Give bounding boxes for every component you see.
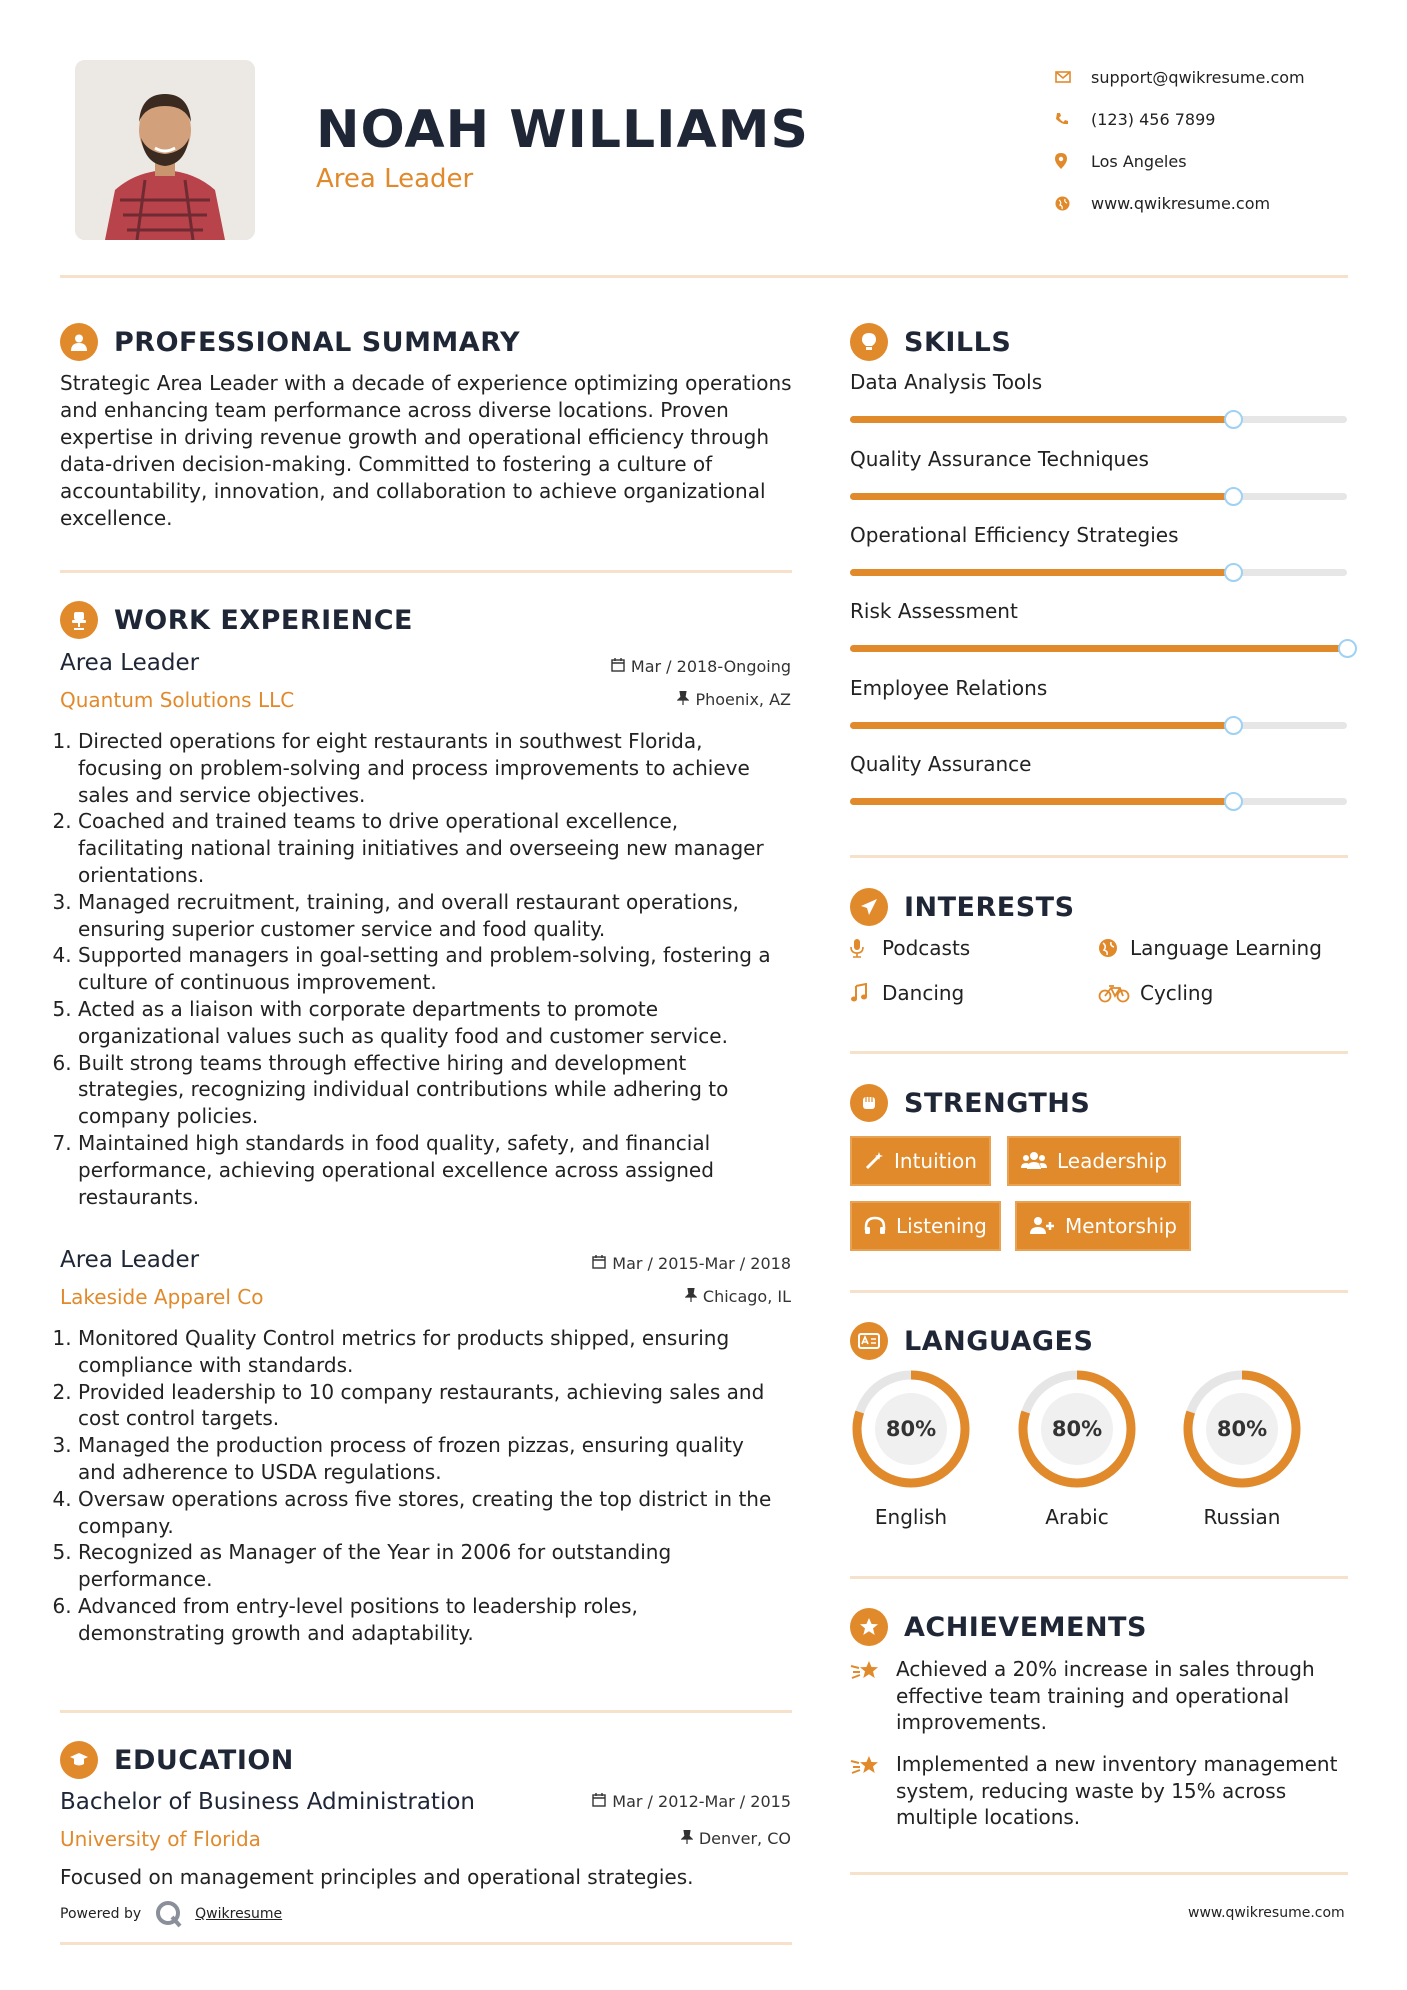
skill-bar-fill	[850, 722, 1233, 729]
calendar-icon	[611, 657, 625, 676]
headphones-icon	[864, 1216, 886, 1236]
paper-plane-icon	[850, 888, 888, 926]
skill-label: Risk Assessment	[850, 599, 1018, 623]
language-item	[849, 1367, 973, 1529]
skill-bar-knob	[1224, 792, 1243, 811]
summary-text: Strategic Area Leader with a decade of experience optimizing operations and enhancing team performance across diverse locations. Proven expertise in driving revenue growth and operational efficiency through data-driven decision-making. Committed to fostering a culture of accountability, innovation, and collaboration to achieve organizational excellence.	[60, 371, 792, 530]
strength-tag	[1015, 1201, 1191, 1251]
globe-icon	[1055, 196, 1091, 211]
skills-heading	[850, 323, 1011, 361]
duty-item: 3. Managed the production process of frozen pizzas, ensuring quality and adherence to USDA regulations.	[78, 1432, 785, 1486]
skill-bar-knob	[1224, 410, 1243, 429]
contact-phone[interactable]	[1055, 98, 1375, 140]
calendar-icon	[592, 1254, 606, 1273]
interest-label: Dancing	[882, 981, 965, 1005]
skill-bar-fill	[850, 493, 1233, 500]
profile-photo	[75, 60, 255, 240]
interest-label: Podcasts	[882, 936, 971, 960]
contact-email-text: support@qwikresume.com	[1091, 67, 1305, 87]
header-divider	[60, 275, 1348, 278]
interest-label: Language Learning	[1130, 936, 1322, 960]
skill-bar-fill	[850, 416, 1233, 423]
bicycle-icon	[1098, 983, 1140, 1003]
user-plus-icon	[1029, 1216, 1055, 1236]
languages-title: LANGUAGES	[904, 1325, 1094, 1357]
skill-bar	[850, 416, 1347, 423]
skill-item	[850, 370, 1350, 423]
candidate-title: Area Leader	[316, 164, 474, 194]
user-icon	[60, 323, 98, 361]
duty-item: 2. Coached and trained teams to drive operational excellence, facilitating national training initiatives and overseeing new manager orientations.	[78, 808, 785, 888]
contact-location	[1055, 140, 1375, 182]
footer-divider	[60, 1942, 792, 1945]
education-school: University of Florida	[60, 1827, 261, 1851]
achievements-divider	[850, 1872, 1348, 1875]
duty-item: 5. Recognized as Manager of the Year in 2006 for outstanding performance.	[78, 1539, 785, 1593]
achievement-text: Achieved a 20% increase in sales through effective team training and operational improvements.	[896, 1657, 1315, 1734]
language-percent: 80%	[885, 1417, 937, 1441]
education-description: Focused on management principles and operational strategies.	[60, 1865, 694, 1889]
skills-divider	[850, 855, 1348, 858]
strength-tag	[850, 1136, 991, 1186]
job-2-location	[685, 1287, 791, 1306]
skill-label: Data Analysis Tools	[850, 370, 1043, 394]
calendar-icon	[592, 1792, 606, 1811]
graduation-icon	[60, 1741, 98, 1779]
lightbulb-icon	[850, 323, 888, 361]
language-ring	[1015, 1367, 1139, 1491]
microphone-icon	[850, 938, 882, 958]
skill-bar-knob	[1224, 487, 1243, 506]
duty-item: 4. Oversaw operations across five stores, creating the top district in the company.	[78, 1486, 785, 1540]
pushpin-icon	[685, 1287, 697, 1306]
skill-bar-fill	[850, 569, 1233, 576]
job-2-dates	[592, 1254, 791, 1273]
language-name: Russian	[1203, 1505, 1281, 1529]
strength-label: Leadership	[1057, 1149, 1167, 1173]
footer-website[interactable]: www.qwikresume.com	[1188, 1905, 1345, 1921]
achievement-item	[850, 1656, 1350, 1736]
language-item	[1180, 1367, 1304, 1529]
job-1-title: Area Leader	[60, 650, 200, 676]
skill-bar-knob	[1224, 716, 1243, 735]
language-name: Arabic	[1045, 1505, 1109, 1529]
strengths-title: STRENGTHS	[904, 1087, 1091, 1119]
duty-item: 1. Monitored Quality Control metrics for products shipped, ensuring compliance with standards.	[78, 1325, 785, 1379]
strengths-divider	[850, 1290, 1348, 1293]
map-pin-icon	[1055, 153, 1091, 169]
interest-item	[850, 936, 970, 960]
powered-by	[60, 1900, 282, 1928]
job-1-location	[677, 690, 791, 709]
duty-item: 2. Provided leadership to 10 company restaurants, achieving sales and cost control targets.	[78, 1379, 785, 1433]
education-title: EDUCATION	[114, 1744, 294, 1776]
skill-item	[850, 752, 1350, 805]
duty-item: 4. Supported managers in goal-setting and problem-solving, fostering a culture of continuous improvement.	[78, 942, 785, 996]
skill-item	[850, 599, 1350, 652]
summary-divider	[60, 570, 792, 573]
strength-tag	[1007, 1136, 1181, 1186]
job-1-dates-text: Mar / 2018-Ongoing	[630, 657, 791, 676]
phone-icon	[1055, 112, 1091, 126]
summary-title: PROFESSIONAL SUMMARY	[114, 326, 521, 358]
duty-item: 1. Directed operations for eight restaurants in southwest Florida, focusing on problem-solving and process improvements to achieve sales and service objectives.	[78, 728, 785, 808]
powered-by-brand[interactable]: Qwikresume	[195, 1906, 283, 1922]
languages-heading	[850, 1322, 1093, 1360]
pushpin-icon	[677, 690, 689, 709]
pushpin-icon	[681, 1829, 693, 1848]
work-title: WORK EXPERIENCE	[114, 604, 413, 636]
work-heading	[60, 601, 413, 639]
skill-bar-knob	[1224, 563, 1243, 582]
duty-item: 3. Managed recruitment, training, and overall restaurant operations, ensuring superior customer service and food quality.	[78, 889, 785, 943]
job-1-dates	[611, 657, 791, 676]
job-2-company: Lakeside Apparel Co	[60, 1285, 264, 1309]
job-1-duties	[60, 728, 785, 1210]
strength-tag	[850, 1201, 1001, 1251]
skill-label: Employee Relations	[850, 676, 1048, 700]
education-location	[681, 1829, 791, 1848]
globe-icon	[1098, 938, 1130, 958]
education-heading	[60, 1741, 294, 1779]
skill-label: Quality Assurance	[850, 752, 1032, 776]
contact-website[interactable]	[1055, 182, 1375, 224]
work-divider	[60, 1710, 792, 1713]
users-icon	[1021, 1151, 1047, 1171]
skill-label: Operational Efficiency Strategies	[850, 523, 1179, 547]
interest-label: Cycling	[1140, 981, 1214, 1005]
achievements-heading	[850, 1608, 1147, 1646]
language-ring	[849, 1367, 973, 1491]
language-ring	[1180, 1367, 1304, 1491]
interest-item	[1098, 936, 1322, 960]
summary-heading	[60, 323, 520, 361]
languages-divider	[850, 1576, 1348, 1579]
job-1-company: Quantum Solutions LLC	[60, 688, 295, 712]
shooting-star-icon	[850, 1751, 896, 1831]
education-dates-text: Mar / 2012-Mar / 2015	[612, 1792, 791, 1811]
achievement-item	[850, 1751, 1350, 1831]
job-2-dates-text: Mar / 2015-Mar / 2018	[612, 1254, 791, 1273]
skill-item	[850, 676, 1350, 729]
star-badge-icon	[850, 1608, 888, 1646]
skill-bar	[850, 569, 1347, 576]
skills-title: SKILLS	[904, 326, 1012, 358]
skill-bar	[850, 722, 1347, 729]
duty-item: 7. Maintained high standards in food quality, safety, and financial performance, achieving operational excellence across assigned restaurants.	[78, 1130, 785, 1210]
skill-bar-fill	[850, 798, 1233, 805]
skill-bar-knob	[1338, 639, 1357, 658]
skill-bar	[850, 645, 1347, 652]
contact-email[interactable]	[1055, 56, 1375, 98]
duty-item: 6. Advanced from entry-level positions to leadership roles, demonstrating growth and adaptability.	[78, 1593, 785, 1647]
skill-item	[850, 447, 1350, 500]
music-note-icon	[850, 983, 882, 1003]
interests-divider	[850, 1051, 1348, 1054]
qwikresume-logo-icon	[155, 1900, 183, 1928]
duty-item: 6. Built strong teams through effective hiring and development strategies, recognizing individual contributions while adhering to company policies.	[78, 1050, 785, 1130]
interests-title: INTERESTS	[904, 891, 1075, 923]
chair-icon	[60, 601, 98, 639]
language-percent: 80%	[1216, 1417, 1268, 1441]
candidate-name: NOAH WILLIAMS	[316, 100, 809, 160]
skill-bar	[850, 493, 1347, 500]
fist-icon	[850, 1084, 888, 1122]
language-name: English	[874, 1505, 948, 1529]
strengths-heading	[850, 1084, 1090, 1122]
duty-item: 5. Acted as a liaison with corporate departments to promote organizational values such as quality food and customer service.	[78, 996, 785, 1050]
skill-item	[850, 523, 1350, 576]
contact-website-text: www.qwikresume.com	[1091, 193, 1271, 213]
job-2-title: Area Leader	[60, 1247, 200, 1273]
achievement-text: Implemented a new inventory management system, reducing waste by 15% across multiple locations.	[896, 1752, 1338, 1829]
achievements-title: ACHIEVEMENTS	[904, 1611, 1147, 1643]
strength-label: Intuition	[894, 1149, 977, 1173]
job-1-location-text: Phoenix, AZ	[695, 690, 791, 709]
job-2-location-text: Chicago, IL	[702, 1287, 791, 1306]
language-item	[1015, 1367, 1139, 1529]
powered-by-label: Powered by	[60, 1906, 142, 1922]
magic-wand-icon	[864, 1151, 884, 1171]
contact-phone-text: (123) 456 7899	[1091, 109, 1216, 129]
education-dates	[592, 1792, 791, 1811]
shooting-star-icon	[850, 1656, 896, 1736]
education-location-text: Denver, CO	[698, 1829, 791, 1848]
skill-label: Quality Assurance Techniques	[850, 447, 1149, 471]
skill-bar-fill	[850, 645, 1347, 652]
envelope-icon	[1055, 71, 1091, 83]
interest-item	[850, 981, 964, 1005]
strength-label: Listening	[896, 1214, 987, 1238]
language-percent: 80%	[1051, 1417, 1103, 1441]
contact-location-text: Los Angeles	[1091, 151, 1187, 171]
strength-label: Mentorship	[1065, 1214, 1177, 1238]
language-card-icon	[850, 1322, 888, 1360]
contact-list	[1055, 56, 1375, 224]
skill-bar	[850, 798, 1347, 805]
interest-item	[1098, 981, 1213, 1005]
interests-heading	[850, 888, 1075, 926]
job-2-duties	[60, 1325, 785, 1647]
education-degree: Bachelor of Business Administration	[60, 1789, 475, 1815]
